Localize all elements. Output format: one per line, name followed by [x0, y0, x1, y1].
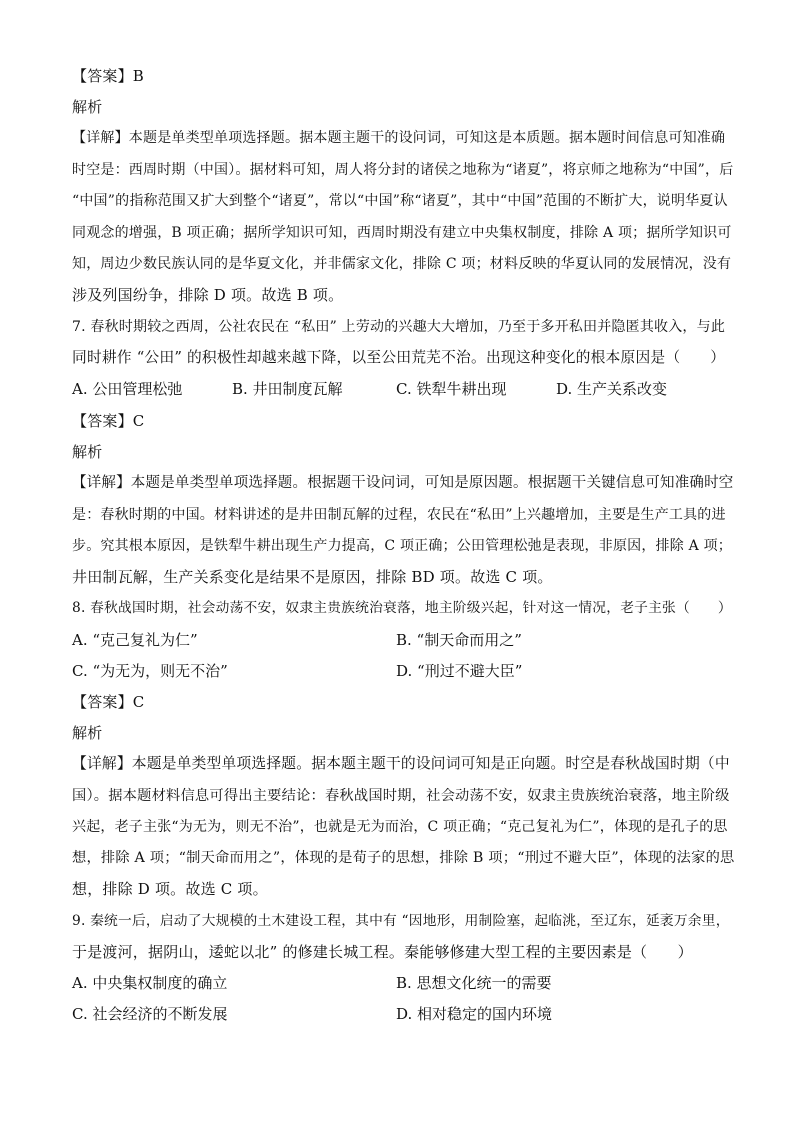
detail-line: 井田制瓦解，生产关系变化是结果不是原因，排除 BD 项。故选 C 项。: [72, 568, 553, 586]
q9-option-c: C. 社会经济的不断发展: [72, 1005, 228, 1023]
q9-option-d: D. 相对稳定的国内环境: [396, 1005, 553, 1023]
answer-label: 【答案】B: [72, 67, 145, 85]
detail-line: 时空是：西周时期（中国）。据材料可知，周人将分封的诸侯之地称为“诸夏”，将京师之地称为“中国”，后: [72, 162, 734, 178]
q7-option-d: D. 生产关系改变: [556, 380, 668, 398]
detail-line: 是：春秋时期的中国。材料讲述的是井田制瓦解的过程，农民在“私田”上兴趣增加，主要是生产工具的进: [72, 507, 726, 523]
detail-line: 涉及列国纷争，排除 D 项。故选 B 项。: [72, 286, 344, 304]
detail-line: 【详解】本题是单类型单项选择题。根据题干设问词，可知是原因题。根据题干关键信息可知准确时空: [72, 475, 734, 491]
detail-line: 【详解】本题是单类型单项选择题。据本题主题干的设问词可知是正向题。时空是春秋战国时期（中: [72, 755, 730, 772]
analysis-label: 解析: [72, 443, 103, 461]
detail-line: “中国”的指称范围又扩大到整个“诸夏”，常以“中国”称“诸夏”，其中“中国”范围的不断扩大，说明华夏认: [72, 193, 728, 209]
q8-option-d: D. “刑过不避大臣”: [396, 662, 523, 680]
question-9-stem: 于是渡河，据阴山，逶蛇以北” 的修建长城工程。秦能够修建大型工程的主要因素是（ ）: [72, 943, 693, 961]
analysis-label: 解析: [72, 98, 103, 116]
q7-option-b: B. 井田制度瓦解: [232, 380, 343, 398]
detail-line: 国）。据本题材料信息可得出主要结论：春秋战国时期，社会动荡不安，奴隶主贵族统治衰落，地主阶级: [72, 788, 730, 804]
detail-line: 【详解】本题是单类型单项选择题。据本题主题干的设问词，可知这是本质题。据本题时间信息可知准确: [72, 130, 726, 146]
detail-line: 步。究其根本原因，是铁犁牛耕出现生产力提高，C 项正确；公田管理松弛是表现，非原因，排除 A 项；: [72, 538, 732, 554]
answer-label: 【答案】C: [72, 412, 145, 430]
question-7-stem: 同时耕作 “公田” 的积极性却越来越下降，以至公田荒芜不治。出现这种变化的根本原因是（ ）: [72, 349, 726, 366]
q8-option-b: B. “制天命而用之”: [396, 631, 522, 649]
question-7-stem: 7. 春秋时期较之西周，公社农民在 “私田” 上劳动的兴趣大大增加，乃至于多开私田并隐匿其收入，与此: [72, 319, 726, 335]
detail-line: 知，周边少数民族认同的是华夏文化，并非儒家文化，排除 C 项；材料反映的华夏认同的发展情况，没有: [72, 256, 732, 272]
detail-line: 想，排除 D 项。故选 C 项。: [72, 880, 268, 898]
q8-option-c: C. “为无为，则无不治”: [72, 662, 228, 680]
analysis-label: 解析: [72, 724, 103, 742]
detail-line: 同观念的增强，B 项正确；据所学知识可知，西周时期没有建立中央集权制度，排除 A 项；据所学知识可: [72, 225, 732, 241]
q8-option-a: A. “克己复礼为仁”: [72, 631, 198, 649]
detail-line: 想，排除 A 项；“制天命而用之”，体现的是荀子的思想，排除 B 项；“刑过不避大臣”，体现的法家的思: [72, 850, 735, 866]
q7-option-c: C. 铁犁牛耕出现: [396, 380, 507, 398]
q9-option-a: A. 中央集权制度的确立: [72, 974, 228, 992]
question-9-stem: 9. 秦统一后，启动了大规模的土木建设工程，其中有 “因地形，用制险塞，起临洮，至辽东，延袤万余里，: [72, 913, 730, 929]
q7-option-a: A. 公田管理松弛: [72, 380, 183, 398]
detail-line: 兴起，老子主张“为无为，则无不治”，也就是无为而治，C 项正确；“克己复礼为仁”，体现的是孔子的思: [72, 819, 728, 835]
question-8-stem: 8. 春秋战国时期，社会动荡不安，奴隶主贵族统治衰落，地主阶级兴起，针对这一情况，老子主张（ ）: [72, 600, 732, 616]
answer-label: 【答案】C: [72, 693, 145, 711]
q9-option-b: B. 思想文化统一的需要: [396, 974, 552, 992]
